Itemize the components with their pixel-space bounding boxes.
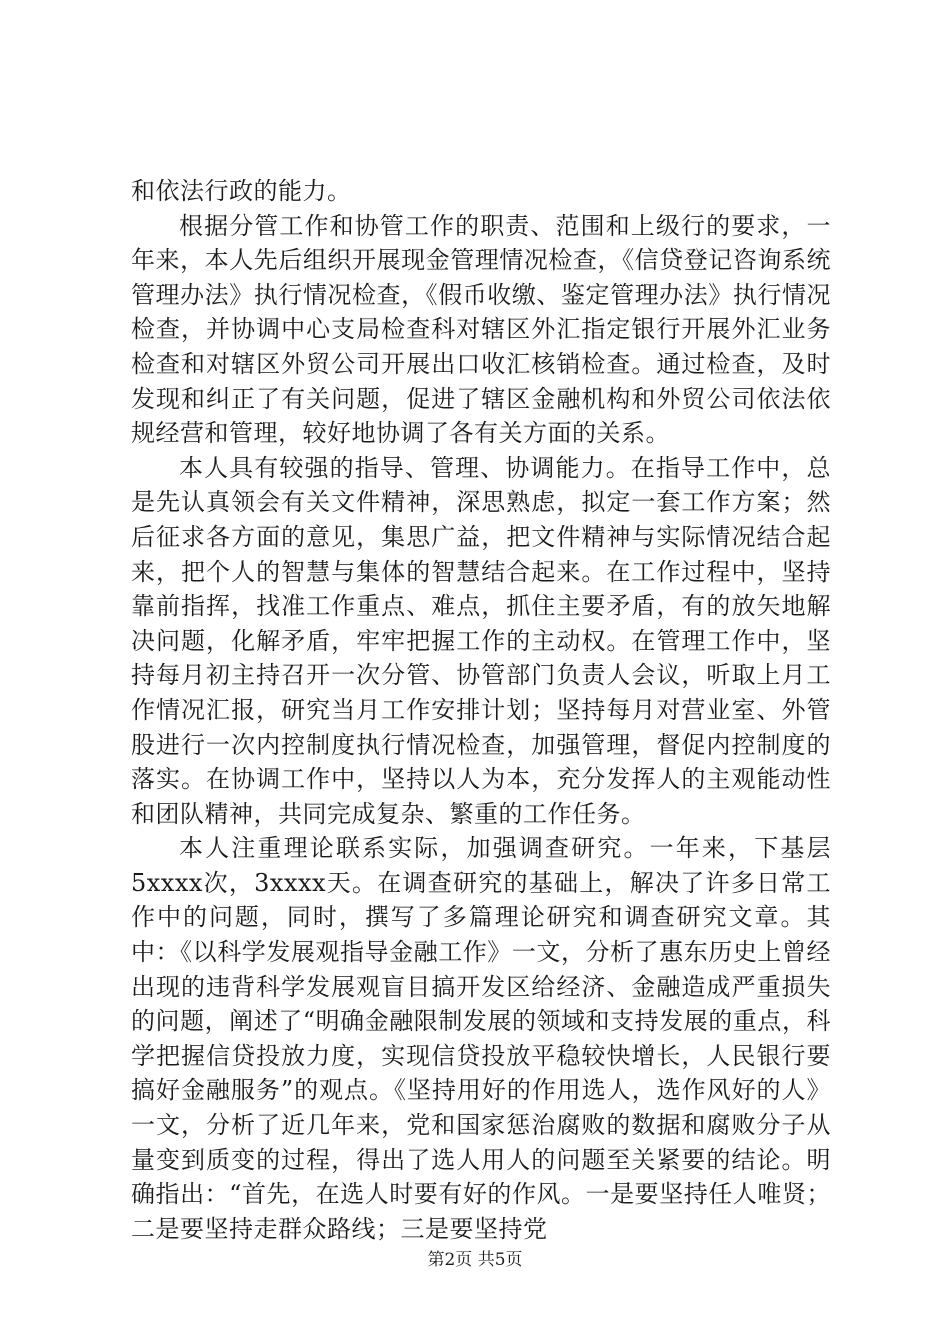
paragraph-inspection: 根据分管工作和协管工作的职责、范围和上级行的要求，一年来，本人先后组织开展现金管理情况检查，《信贷登记咨询系统管理办法》执行情况检查，《假币收缴、鉴定管理办法》执行情况检查，并协调中心支局检查科对辖区外汇指定银行开展外汇业务检查和对辖区外贸公司开展出口收汇核销检查。通过检查，及时发现和纠正了有关问题，促进了辖区金融机构和外贸公司依法依规经营和管理，较好地协调了各有关方面的关系。 [131, 211, 831, 448]
paragraph-continuation: 和依法行政的能力。 [131, 177, 352, 205]
paragraph-coordination: 本人具有较强的指导、管理、协调能力。在指导工作中，总是先认真领会有关文件精神，深思熟虑，拟定一套工作方案；然后征求各方面的意见，集思广益，把文件精神与实际情况结合起来，把个人的智慧与集体的智慧结合起来。在工作过程中，坚持靠前指挥，找准工作重点、难点，抓住主要矛盾，有的放矢地解决问题，化解矛盾，牢牢把握工作的主动权。在管理工作中，坚持每月初主持召开一次分管、协管部门负责人会议，听取上月工作情况汇报，研究当月工作安排计划；坚持每月对营业室、外管股进行一次内控制度执行情况检查，加强管理，督促内控制度的落实。在协调工作中，坚持以人为本，充分发挥人的主观能动性和团队精神，共同完成复杂、繁重的工作任务。 [131, 453, 831, 828]
page-footer: 第2页 共5页 [427, 1250, 523, 1270]
document-body [131, 174, 831, 1246]
paragraph-research: 本人注重理论联系实际，加强调查研究。一年来，下基层5xxxx次，3xxxx天。在调查研究的基础上，解决了许多日常工作中的问题，同时，撰写了多篇理论研究和调查研究文章。其中：《以科学发展观指导金融工作》一文，分析了惠东历史上曾经出现的违背科学发展观盲目搞开发区给经济、金融造成严重损失的问题，阐述了“明确金融限制发展的领域和支持发展的重点，科学把握信贷投放力度，实现信贷投放平稳较快增长，人民银行要搞好金融服务”的观点。《坚持用好的作用选人，选作风好的人》一文，分析了近几年来，党和国家惩治腐败的数据和腐败分子从量变到质变的过程，得出了选人用人的问题至关紧要的结论。明确指出：“首先，在选人时要有好的作风。一是要坚持任人唯贤；二是要坚持走群众路线；三是要坚持党 [131, 834, 831, 1243]
